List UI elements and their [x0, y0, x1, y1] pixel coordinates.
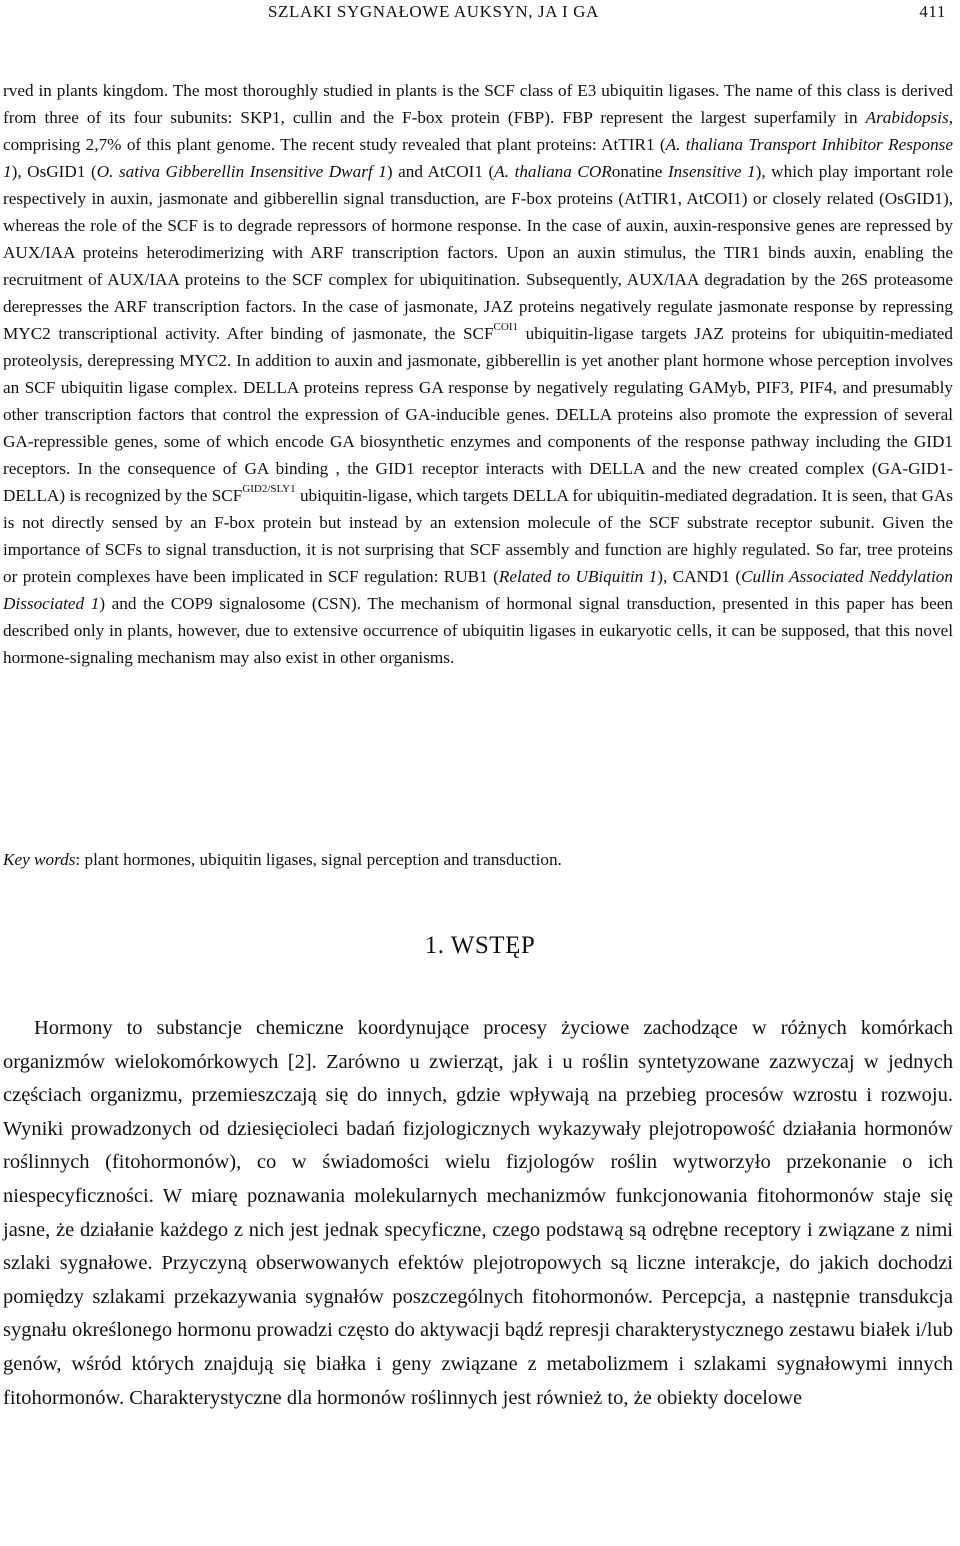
abstract-text: ), CAND1 (	[657, 567, 742, 586]
superscript-gid2-sly1: GID2/SLY1	[242, 483, 296, 496]
running-title: SZLAKI SYGNAŁOWE AUKSYN, JA I GA	[268, 2, 599, 21]
page-number: 411	[919, 2, 946, 21]
abstract-italic-term: Cullin Associated Neddylation Dissociated 1	[3, 567, 953, 613]
abstract-text: ) and the COP9 signalosome (CSN). The mechanism of hormonal signal transduction, presented in this paper has been described only in plants, however, due to extensive occurrence of ubiquitin ligases in eukaryotic cells, it can be supposed, that this novel hormone-signaling mechanism may also exist in other organisms.	[3, 594, 954, 667]
abstract-text: onatine	[611, 162, 668, 181]
abstract-italic-term: O. sativa Gibberellin Insensitive Dwarf 1	[96, 162, 387, 181]
abstract-text: rved in plants kingdom. The most thoroughly studied in plants is the SCF class of E3 ubiquitin ligases. The name of this class is derived from three of its four subunits: SKP1, cullin and the F-box protein (FBP). FBP represent the largest superfamily in	[3, 81, 953, 127]
abstract-italic-term: Related to UBiquitin 1	[498, 567, 658, 586]
abstract-text: ) and AtCOI1 (	[386, 162, 495, 181]
abstract-text: ubiquitin-ligase, which targets DELLA for ubiquitin-mediated degradation. It is seen, that GAs is not directly sensed by an F-box protein but instead by an extension molecule of the SCF substrate receptor subunit. Given the importance of SCFs to signal transduction, it is not surprising that SCF assembly and function are highly regulated. So far, tree proteins or protein complexes have been implicated in SCF regulation: RUB1 (	[3, 486, 953, 586]
page-header	[0, 2, 960, 26]
section-heading: 1. WSTĘP	[424, 932, 536, 959]
abstract	[3, 77, 953, 671]
intro-paragraph	[3, 1012, 953, 1415]
abstract-italic-term: Arabidopsis	[865, 108, 949, 127]
abstract-italic-term: A. thaliana Transport Inhibitor Response 1	[3, 135, 953, 181]
abstract-text: ), which play important role respectively in auxin, jasmonate and gibberellin signal transduction, are F-box proteins (AtTIR1, AtCOI1) or closely related (OsGID1), whereas the role of the SCF is to degrade repressors of hormone response. In the case of auxin, auxin-responsive genes are repressed by AUX/IAA proteins heterodimerizing with ARF transcription factors. Upon an auxin stimulus, the TIR1 binds auxin, enabling the recruitment of AUX/IAA proteins to the SCF complex for ubiquitination. Subsequently, AUX/IAA degradation by the 26S proteasome derepresses the ARF transcription factors. In the case of jasmonate, JAZ proteins negatively regulate jasmonate response by repressing MYC2 transcriptional activity. After binding of jasmonate, the SCF	[3, 162, 953, 343]
superscript-coi1: COI1	[493, 321, 518, 334]
abstract-text: ), OsGID1 (	[11, 162, 97, 181]
keywords-text: : plant hormones, ubiquitin ligases, signal perception and transduction.	[75, 850, 562, 869]
intro-text: Hormony to substancje chemiczne koordynujące procesy życiowe zachodzące w różnych komórkach organizmów wielokomórkowych [2]. Zarówno u zwierząt, jak i u roślin syntetyzowane zazwyczaj w jednych częściach organizmu, przemieszczają się do innych, gdzie wpływają na przebieg procesów wzrostu i rozwoju. Wyniki prowadzonych od dziesięcioleci badań fizjologicznych wykazywały plejotropowość działania hormonów roślinnych (fitohormonów), co w świadomości wielu fizjologów roślin wytworzyło przekonanie o ich niespecyficzności. W miarę poznawania molekularnych mechanizmów funkcjonowania fitohormonów staje się jasne, że działanie każdego z nich jest jednak specyficzne, czego podstawą są odrębne receptory i związane z nimi szlaki sygnałowe. Przyczyną obserwowanych efektów plejotropowych są liczne interakcje, do jakich dochodzi pomiędzy szlakami przekazywania sygnałów poszczególnych fitohormonów. Percepcja, a następnie transdukcja sygnału określonego hormonu prowadzi często do aktywacji bądź represji charakterystycznego zestawu białek i/lub genów, wśród których znajdują się białka i geny związane z metabolizmem i szlakami sygnałowymi innych fitohormonów. Charakterystyczne dla hormonów roślinnych jest również to, że obiekty docelowe	[3, 1017, 953, 1409]
abstract-text: , comprising 2,7% of this plant genome. The recent study revealed that plant proteins: AtTIR1 (	[3, 108, 953, 154]
abstract-italic-term: Insensitive 1	[667, 162, 756, 181]
abstract-text: ubiquitin-ligase targets JAZ proteins for ubiquitin-mediated proteolysis, derepressing MYC2. In addition to auxin and jasmonate, gibberellin is yet another plant hormone whose perception involves an SCF ubiquitin ligase complex. DELLA proteins repress GA response by negatively regulating GAMyb, PIF3, PIF4, and presumably other transcription factors that control the expression of GA-inducible genes. DELLA proteins also promote the expression of several GA-repressible genes, some of which encode GA biosynthetic enzymes and components of the response pathway including the GID1 receptors. In the consequence of GA binding , the GID1 receptor interacts with DELLA and the new created complex (GA-GID1-DELLA) is recognized by the SCF	[3, 324, 953, 505]
abstract-paragraph	[3, 77, 953, 671]
keywords	[3, 846, 953, 873]
abstract-italic-term: A. thaliana COR	[494, 162, 612, 181]
keywords-label: Key words	[3, 850, 76, 869]
